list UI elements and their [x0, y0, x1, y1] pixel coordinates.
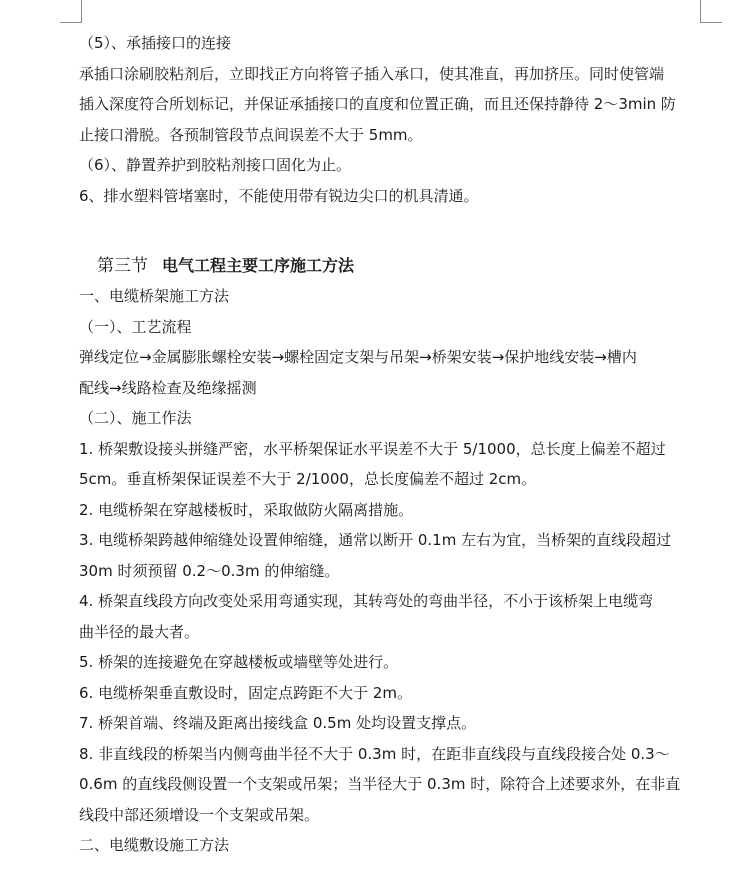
paragraph-line: 弹线定位→金属膨胀螺栓安装→螺栓固定支架与吊架→桥架安装→保护地线安装→槽内 [79, 348, 637, 366]
paragraph-line: 0.6m 的直线段侧设置一个支架或吊架；当半径大于 0.3m 时，除符合上述要求外，在非直 [79, 775, 681, 793]
section-spacer [79, 211, 707, 251]
section-title: 电气工程主要工序施工方法 [162, 256, 355, 275]
paragraph-line: 插入深度符合所划标记，并保证承插接口的直度和位置正确，而且还保持静待 2～3min 防 [79, 95, 676, 113]
subheading-cable-laying: 二、电缆敷设施工方法 [79, 836, 230, 854]
crop-mark-top-right-vertical [700, 0, 701, 22]
paragraph-line: 30m 时须预留 0.2～0.3m 的伸缩缝。 [79, 561, 340, 580]
paragraph-line: 曲半径的最大者。 [79, 622, 200, 641]
paragraph-line: 2. 电缆桥架在穿越楼板时，采取做防火隔离措施。 [79, 500, 414, 519]
paragraph-line: 3. 电缆桥架跨越伸缩缝处设置伸缩缝，通常以断开 0.1m 左右为宜，当桥架的直线段超过 [79, 531, 672, 549]
paragraph-line: 线段中部还须增设一个支架或吊架。 [79, 805, 320, 824]
section-heading [97, 251, 707, 281]
crop-mark-top-left-vertical [81, 0, 82, 22]
paragraph-line: 配线→线路检查及绝缘摇测 [79, 378, 257, 397]
section-number: 第三节 [97, 256, 148, 276]
subheading-process-flow: （一）、工艺流程 [79, 317, 192, 336]
paragraph-line: 承插口涂刷胶粘剂后，立即找正方向将管子插入承口，使其准直，再加挤压。同时使管端 [79, 64, 665, 83]
paragraph-line: 8. 非直线段的桥架当内侧弯曲半径不大于 0.3m 时，在距非直线段与直线段接合处 0.3～ [79, 744, 670, 763]
paragraph-line: 5. 桥架的连接避免在穿越楼板或墙壁等处进行。 [79, 653, 399, 671]
paragraph-line: 6. 电缆桥架垂直敷设时，固定点跨距不大于 2m。 [79, 683, 413, 702]
paragraph-line: 1. 桥架敷设接头拼缝严密，水平桥架保证水平误差不大于 5/1000，总长度上偏差不超过 [79, 439, 666, 458]
document-page [79, 28, 707, 861]
paragraph-line: 5cm。垂直桥架保证误差不大于 2/1000，总长度偏差不超过 2cm。 [79, 470, 537, 488]
crop-mark-top-right-horizontal [700, 22, 722, 23]
paragraph-line: （6）、静置养护到胶粘剂接口固化为止。 [79, 156, 352, 174]
paragraph-line: 7. 桥架首端、终端及距离出接线盒 0.5m 处均设置支撑点。 [79, 714, 477, 732]
crop-mark-top-left-horizontal [60, 22, 82, 23]
paragraph-line: 6、排水塑料管堵塞时，不能使用带有锐边尖口的机具清通。 [79, 186, 479, 205]
paragraph-line: 止接口滑脱。各预制管段节点间误差不大于 5mm。 [79, 125, 423, 144]
subheading-construction-method: （二）、施工作法 [79, 409, 192, 427]
subheading-cable-tray: 一、电缆桥架施工方法 [79, 287, 230, 305]
paragraph-line: 4. 桥架直线段方向改变处采用弯通实现，其转弯处的弯曲半径，不小于该桥架上电缆弯 [79, 592, 654, 610]
heading-pipe-joint: （5）、承插接口的连接 [79, 34, 232, 52]
